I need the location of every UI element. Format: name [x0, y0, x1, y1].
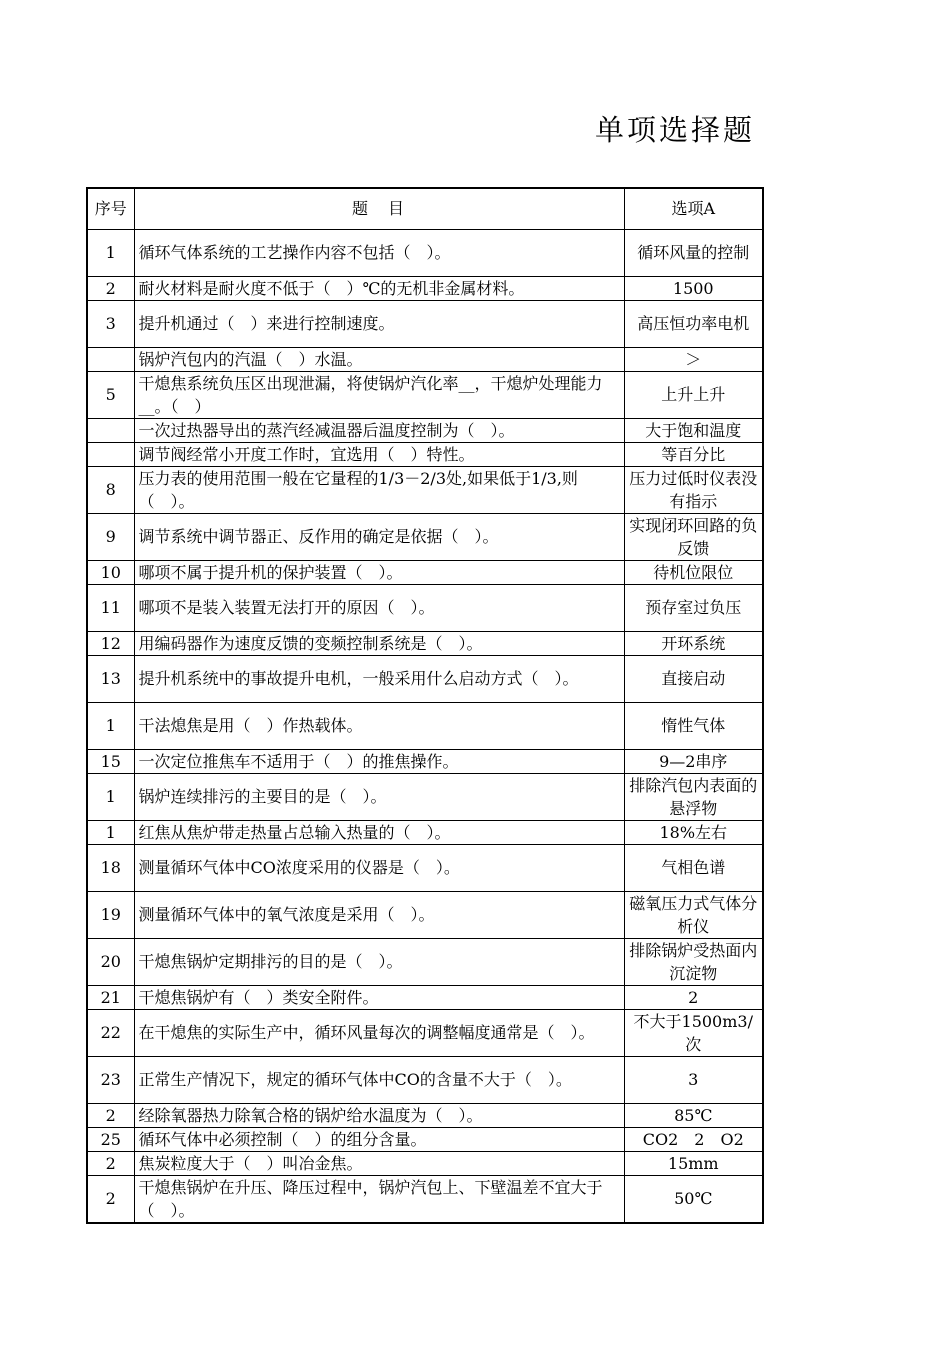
table-row — [87, 702, 763, 749]
row-option-a: 预存室过负压 — [624, 584, 763, 631]
row-option-a: CO2 2 O2 — [624, 1127, 763, 1151]
row-question: 干熄焦锅炉定期排污的目的是（ ）。 — [134, 938, 624, 985]
row-question: 调节阀经常小开度工作时，宜选用（ ）特性。 — [134, 442, 624, 466]
row-option-a: 开环系统 — [624, 631, 763, 655]
row-number: 2 — [87, 1103, 134, 1127]
table-row — [87, 418, 763, 442]
row-option-a: 大于饱和温度 — [624, 418, 763, 442]
row-question: 哪项不属于提升机的保护装置（ ）。 — [134, 560, 624, 584]
row-option-a: 排除汽包内表面的悬浮物 — [624, 773, 763, 820]
table-row — [87, 560, 763, 584]
row-question: 锅炉连续排污的主要目的是（ ）。 — [134, 773, 624, 820]
row-option-a: 上升上升 — [624, 371, 763, 418]
row-option-a: 气相色谱 — [624, 844, 763, 891]
header-option-a: 选项A — [624, 188, 763, 229]
header-number: 序号 — [87, 188, 134, 229]
row-option-a: 9—2串序 — [624, 749, 763, 773]
row-question: 一次定位推焦车不适用于（ ）的推焦操作。 — [134, 749, 624, 773]
row-question: 红焦从焦炉带走热量占总输入热量的（ ）。 — [134, 820, 624, 844]
row-question: 锅炉汽包内的汽温（ ）水温。 — [134, 347, 624, 371]
row-question: 一次过热器导出的蒸汽经减温器后温度控制为（ ）。 — [134, 418, 624, 442]
row-option-a: 15mm — [624, 1151, 763, 1175]
table-row — [87, 229, 763, 276]
table-row — [87, 300, 763, 347]
table-row — [87, 371, 763, 418]
table-row — [87, 655, 763, 702]
row-number: 1 — [87, 820, 134, 844]
row-option-a: 直接启动 — [624, 655, 763, 702]
row-question: 压力表的使用范围一般在它量程的1/3－2/3处,如果低于1/3,则（ ）。 — [134, 466, 624, 513]
row-question: 正常生产情况下，规定的循环气体中CO的含量不大于（ ）。 — [134, 1056, 624, 1103]
row-option-a: 2 — [624, 985, 763, 1009]
row-number: 2 — [87, 1151, 134, 1175]
row-number: 19 — [87, 891, 134, 938]
row-number: 25 — [87, 1127, 134, 1151]
row-number: 11 — [87, 584, 134, 631]
row-number: 23 — [87, 1056, 134, 1103]
row-option-a: 循环风量的控制 — [624, 229, 763, 276]
row-option-a: ＞ — [624, 347, 763, 371]
row-number: 18 — [87, 844, 134, 891]
row-number: 1 — [87, 773, 134, 820]
table-row — [87, 513, 763, 560]
row-question: 干熄焦锅炉有（ ）类安全附件。 — [134, 985, 624, 1009]
row-option-a: 85℃ — [624, 1103, 763, 1127]
row-number — [87, 347, 134, 371]
table-row — [87, 1103, 763, 1127]
table-row — [87, 631, 763, 655]
row-question: 干法熄焦是用（ ）作热载体。 — [134, 702, 624, 749]
row-question: 循环气体系统的工艺操作内容不包括（ ）。 — [134, 229, 624, 276]
table-row — [87, 1056, 763, 1103]
row-option-a: 高压恒功率电机 — [624, 300, 763, 347]
row-number: 8 — [87, 466, 134, 513]
table-row — [87, 1151, 763, 1175]
table-row — [87, 938, 763, 985]
row-number: 2 — [87, 1175, 134, 1223]
row-number: 10 — [87, 560, 134, 584]
row-option-a: 不大于1500m3/次 — [624, 1009, 763, 1056]
row-number: 1 — [87, 229, 134, 276]
row-question: 测量循环气体中的氧气浓度是采用（ ）。 — [134, 891, 624, 938]
row-question: 干熄焦系统负压区出现泄漏，将使锅炉汽化率__，干熄炉处理能力__。（ ） — [134, 371, 624, 418]
row-question: 用编码器作为速度反馈的变频控制系统是（ ）。 — [134, 631, 624, 655]
table-row — [87, 844, 763, 891]
table-row — [87, 276, 763, 300]
table-row — [87, 820, 763, 844]
row-number — [87, 418, 134, 442]
row-number — [87, 442, 134, 466]
row-option-a: 排除锅炉受热面内沉淀物 — [624, 938, 763, 985]
row-option-a: 1500 — [624, 276, 763, 300]
row-question: 焦炭粒度大于（ ）叫冶金焦。 — [134, 1151, 624, 1175]
table-row — [87, 584, 763, 631]
table-row — [87, 891, 763, 938]
row-number: 15 — [87, 749, 134, 773]
row-question: 测量循环气体中CO浓度采用的仪器是（ ）。 — [134, 844, 624, 891]
row-number: 9 — [87, 513, 134, 560]
row-question: 循环气体中必须控制（ ）的组分含量。 — [134, 1127, 624, 1151]
row-question: 调节系统中调节器正、反作用的确定是依据（ ）。 — [134, 513, 624, 560]
row-number: 3 — [87, 300, 134, 347]
page-title: 单项选择题 — [595, 113, 756, 147]
row-option-a: 3 — [624, 1056, 763, 1103]
table-row — [87, 1127, 763, 1151]
row-option-a: 等百分比 — [624, 442, 763, 466]
row-question: 哪项不是装入装置无法打开的原因（ ）。 — [134, 584, 624, 631]
row-question: 耐火材料是耐火度不低于（ ）℃的无机非金属材料。 — [134, 276, 624, 300]
row-number: 2 — [87, 276, 134, 300]
table-row — [87, 466, 763, 513]
row-number: 22 — [87, 1009, 134, 1056]
header-question: 题 目 — [134, 188, 624, 229]
row-question: 提升机通过（ ）来进行控制速度。 — [134, 300, 624, 347]
row-option-a: 实现闭环回路的负反馈 — [624, 513, 763, 560]
row-question: 在干熄焦的实际生产中，循环风量每次的调整幅度通常是（ ）。 — [134, 1009, 624, 1056]
row-option-a: 50℃ — [624, 1175, 763, 1223]
row-number: 13 — [87, 655, 134, 702]
table-row — [87, 1009, 763, 1056]
row-option-a: 18%左右 — [624, 820, 763, 844]
row-number: 1 — [87, 702, 134, 749]
question-rows — [87, 229, 763, 1223]
row-option-a: 惰性气体 — [624, 702, 763, 749]
row-number: 12 — [87, 631, 134, 655]
row-option-a: 磁氧压力式气体分析仪 — [624, 891, 763, 938]
row-question: 干熄焦锅炉在升压、降压过程中，锅炉汽包上、下壁温差不宜大于（ ）。 — [134, 1175, 624, 1223]
table-row — [87, 1175, 763, 1223]
table-row — [87, 347, 763, 371]
header-row — [87, 188, 763, 229]
row-number: 20 — [87, 938, 134, 985]
row-option-a: 待机位限位 — [624, 560, 763, 584]
row-question: 提升机系统中的事故提升电机，一般采用什么启动方式（ ）。 — [134, 655, 624, 702]
table-row — [87, 442, 763, 466]
row-question: 经除氧器热力除氧合格的锅炉给水温度为（ ）。 — [134, 1103, 624, 1127]
question-table — [86, 187, 764, 1224]
row-option-a: 压力过低时仪表没有指示 — [624, 466, 763, 513]
table-row — [87, 985, 763, 1009]
table-row — [87, 749, 763, 773]
row-number: 5 — [87, 371, 134, 418]
row-number: 21 — [87, 985, 134, 1009]
table-row — [87, 773, 763, 820]
